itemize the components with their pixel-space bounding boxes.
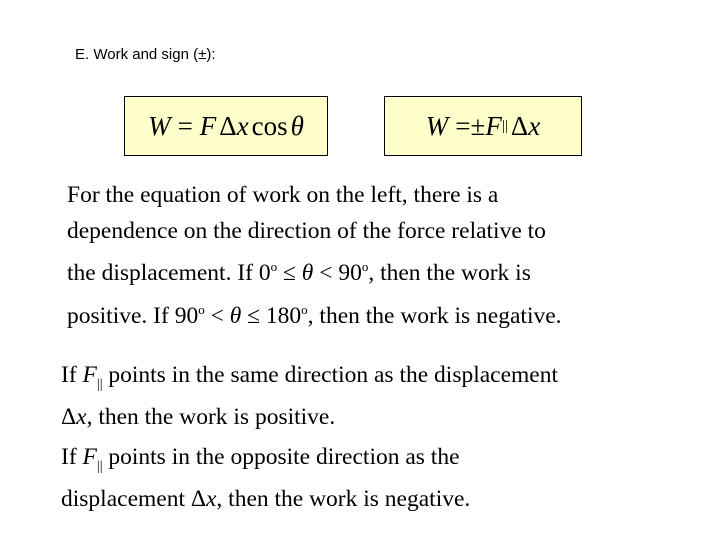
text-run: , then the work is negative. — [216, 486, 471, 512]
paragraph-line — [61, 359, 558, 401]
work-equation-cosine — [124, 96, 328, 156]
delta-symbol: Δ — [61, 404, 77, 430]
eq-symbol-x: x — [528, 110, 541, 141]
theta-symbol: θ — [301, 260, 314, 286]
eq-symbol-w: W — [148, 110, 171, 141]
parallel-subscript: || — [96, 459, 103, 474]
x-symbol: x — [76, 404, 87, 430]
paragraph-line: dependence on the direction of the force relative to — [67, 217, 546, 244]
explanation-paragraph — [67, 178, 707, 334]
paragraph-line — [61, 483, 470, 516]
text-run: < 90 — [313, 260, 362, 286]
text-run: , then the work is positive. — [86, 404, 336, 430]
text-run: , then the work is negative. — [307, 302, 562, 329]
section-heading: E. Work and sign (±): — [75, 46, 216, 63]
x-symbol: x — [205, 486, 217, 512]
text-run: , then the work is — [368, 260, 531, 286]
degree-sup: o — [198, 301, 205, 317]
eq-symbol-plus-minus: ± — [470, 110, 486, 141]
text-run: If — [61, 362, 83, 388]
text-run: ≤ — [277, 260, 302, 286]
text-run: positive. If 90 — [67, 302, 199, 329]
eq-subscript-parallel: || — [501, 117, 508, 134]
eq-symbol-equals: = — [455, 110, 471, 141]
theta-symbol: θ — [229, 302, 242, 329]
eq-symbol-delta: Δ — [510, 110, 529, 141]
eq-symbol-equals: = — [177, 110, 193, 141]
eq-symbol-w: W — [425, 110, 449, 141]
text-run: points in the opposite direction as the — [102, 444, 460, 470]
paragraph-line — [67, 292, 707, 335]
work-equation-parallel — [384, 96, 582, 156]
eq-symbol-x: x — [236, 110, 249, 141]
text-run: ≤ 180 — [241, 302, 302, 329]
parallel-subscript: || — [96, 377, 103, 392]
paragraph-line — [67, 249, 707, 292]
text-run: points in the same direction as the displacement — [102, 362, 559, 388]
degree-sup: o — [270, 259, 278, 274]
text-run: If — [61, 444, 83, 470]
text-run: < — [204, 302, 230, 329]
delta-symbol: Δ — [190, 486, 206, 512]
text-run: displacement — [61, 486, 191, 512]
f-symbol: F — [82, 444, 97, 470]
eq-symbol-cos: cos — [251, 110, 288, 141]
text-run: the displacement. If 0 — [67, 260, 271, 286]
paragraph-line — [61, 401, 558, 434]
opposite-direction-paragraph — [61, 441, 470, 516]
eq-symbol-f: F — [199, 110, 217, 141]
eq-symbol-delta: Δ — [219, 110, 237, 141]
paragraph-line — [61, 441, 470, 483]
degree-sup: o — [301, 301, 308, 317]
degree-sup: o — [361, 259, 369, 274]
paragraph-line: For the equation of work on the left, there is a — [67, 182, 499, 208]
eq-symbol-theta: θ — [290, 110, 304, 141]
f-symbol: F — [82, 362, 97, 388]
same-direction-paragraph — [61, 359, 558, 434]
eq-symbol-f: F — [485, 110, 502, 141]
